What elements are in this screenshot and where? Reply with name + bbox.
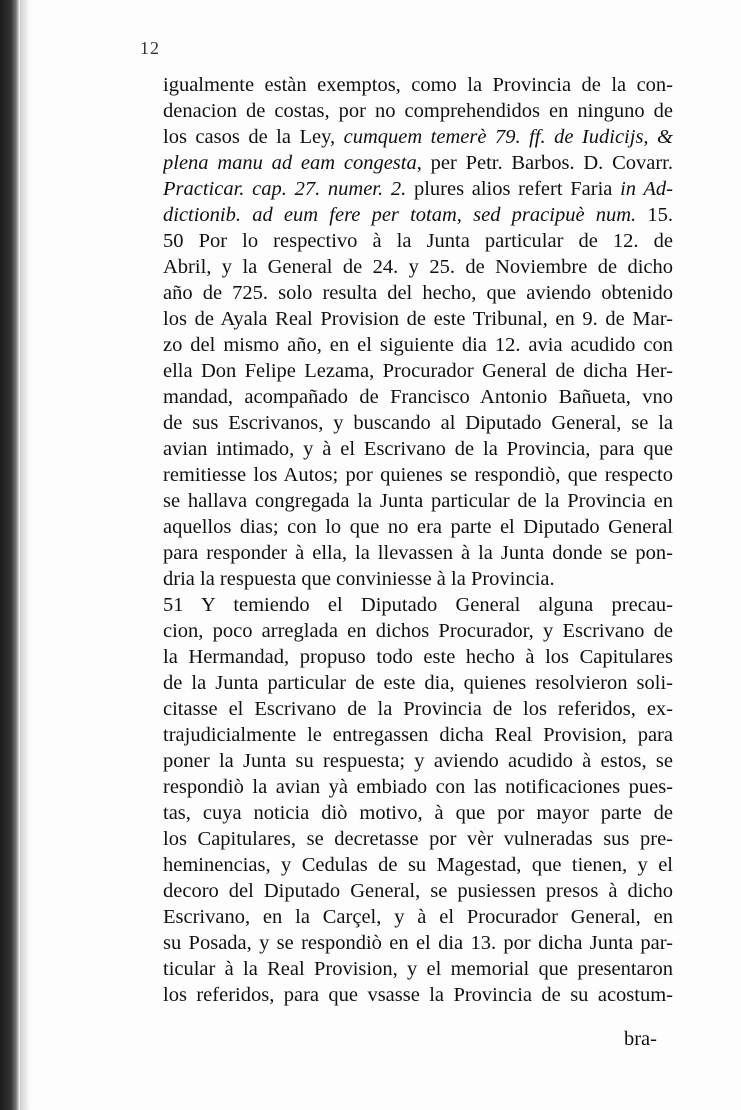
text-line xyxy=(163,826,673,852)
text-line xyxy=(163,72,673,98)
text-line xyxy=(163,982,673,1008)
text-line xyxy=(163,514,673,540)
italic-text-segment: Practicar. cap. 27. numer. 2. xyxy=(163,178,407,200)
text-line xyxy=(163,150,673,176)
text-segment: los de Ayala Real Provision de este Tribunal, en 9. de Mar- xyxy=(163,308,673,330)
text-segment: heminencias, y Cedulas de su Magestad, que tienen, y el xyxy=(163,854,673,876)
text-segment: , per Petr. Barbos. D. Covarr. xyxy=(416,152,673,174)
italic-text-segment: plena manu ad eam congesta xyxy=(163,152,417,174)
italic-text-segment: in Ad- xyxy=(620,178,673,200)
text-line xyxy=(163,592,673,618)
text-line xyxy=(163,800,673,826)
text-segment: los Capitulares, se decretasse por vèr vulneradas sus pre- xyxy=(163,828,673,850)
text-line xyxy=(163,852,673,878)
text-line xyxy=(163,332,673,358)
text-line xyxy=(163,956,673,982)
text-segment: denacion de costas, por no comprehendidos en ninguno de xyxy=(163,100,673,122)
text-line xyxy=(163,566,673,592)
text-line xyxy=(163,280,673,306)
italic-text-segment: cumquem temerè 79. ff. de Iudicijs, & xyxy=(343,126,673,148)
page-number: 12 xyxy=(140,38,160,58)
text-line xyxy=(163,124,673,150)
text-line xyxy=(163,254,673,280)
text-line xyxy=(163,540,673,566)
text-segment: respondiò la avian yà embiado con las notificaciones pues- xyxy=(163,776,673,798)
text-segment: Escrivano, en la Carçel, y à el Procurador General, en xyxy=(163,906,673,928)
text-line xyxy=(163,930,673,956)
text-segment: Abril, y la General de 24. y 25. de Noviembre de dicho xyxy=(163,256,673,278)
text-segment: la Hermandad, propuso todo este hecho à los Capitulares xyxy=(163,646,673,668)
text-line xyxy=(163,384,673,410)
text-segment: se hallava congregada la Junta particular de la Provincia en xyxy=(163,490,673,512)
text-line xyxy=(163,462,673,488)
text-segment: los referidos, para que vsasse la Provincia de su acostum- xyxy=(163,984,673,1006)
text-line xyxy=(163,670,673,696)
text-segment: remitiesse los Autos; por quienes se respondiò, que respecto xyxy=(163,464,673,486)
text-line xyxy=(163,618,673,644)
text-segment: ticular à la Real Provision, y el memorial que presentaron xyxy=(163,958,673,980)
text-line xyxy=(163,488,673,514)
text-segment: aquellos dias; con lo que no era parte el Diputado General xyxy=(163,516,673,538)
text-line xyxy=(163,774,673,800)
text-line xyxy=(163,748,673,774)
text-segment: de sus Escrivanos, y buscando al Diputado General, se la xyxy=(163,412,673,434)
scan-edge-shadow xyxy=(0,0,20,1110)
text-line xyxy=(163,904,673,930)
text-segment: plures alios refert Faria xyxy=(406,178,621,200)
text-segment: los casos de la Ley, xyxy=(163,126,344,148)
text-segment: zo del mismo año, en el siguiente dia 12. avia acudido con xyxy=(163,334,673,356)
text-segment: 15. xyxy=(636,204,673,226)
text-line xyxy=(163,722,673,748)
text-segment: 50 Por lo respectivo à la Junta particular de 12. de xyxy=(163,230,673,252)
text-line xyxy=(163,202,673,228)
text-segment: dria la respuesta que conviniesse à la Provincia. xyxy=(163,568,555,590)
text-segment: trajudicialmente le entregassen dicha Real Provision, para xyxy=(163,724,673,746)
text-segment: 51 Y temiendo el Diputado General alguna precau- xyxy=(163,594,673,616)
text-segment: para responder à ella, la llevassen à la Junta donde se pon- xyxy=(163,542,673,564)
text-line xyxy=(163,436,673,462)
text-segment: avian intimado, y à el Escrivano de la Provincia, para que xyxy=(163,438,673,460)
text-segment: cion, poco arreglada en dichos Procurador, y Escrivano de xyxy=(163,620,673,642)
text-segment: igualmente estàn exemptos, como la Provincia de la con- xyxy=(163,74,673,96)
text-segment: de la Junta particular de este dia, quienes resolvieron soli- xyxy=(163,672,673,694)
text-line xyxy=(163,696,673,722)
text-line xyxy=(163,878,673,904)
text-line xyxy=(163,410,673,436)
text-segment: año de 725. solo resulta del hecho, que aviendo obtenido xyxy=(163,282,673,304)
catchword: bra- xyxy=(623,1028,657,1050)
text-segment: tas, cuya noticia diò motivo, à que por mayor parte de xyxy=(163,802,673,824)
text-segment: su Posada, y se respondiò en el dia 13. por dicha Junta par- xyxy=(163,932,673,954)
text-segment: mandad, acompañado de Francisco Antonio Bañueta, vno xyxy=(163,386,673,408)
text-line xyxy=(163,306,673,332)
text-segment: decoro del Diputado General, se pusiessen presos à dicho xyxy=(163,880,673,902)
text-line xyxy=(163,176,673,202)
text-line xyxy=(163,644,673,670)
text-segment: citasse el Escrivano de la Provincia de los referidos, ex- xyxy=(163,698,673,720)
text-segment: poner la Junta su respuesta; y aviendo acudido à estos, se xyxy=(163,750,673,772)
italic-text-segment: dictionib. ad eum fere per totam, sed pracipuè num. xyxy=(163,204,637,226)
text-segment: ella Don Felipe Lezama, Procurador General de dicha Her- xyxy=(163,360,673,382)
text-line xyxy=(163,98,673,124)
body-text xyxy=(163,72,673,1008)
text-line xyxy=(163,228,673,254)
scan-edge-gradient xyxy=(20,0,30,1110)
text-line xyxy=(163,358,673,384)
